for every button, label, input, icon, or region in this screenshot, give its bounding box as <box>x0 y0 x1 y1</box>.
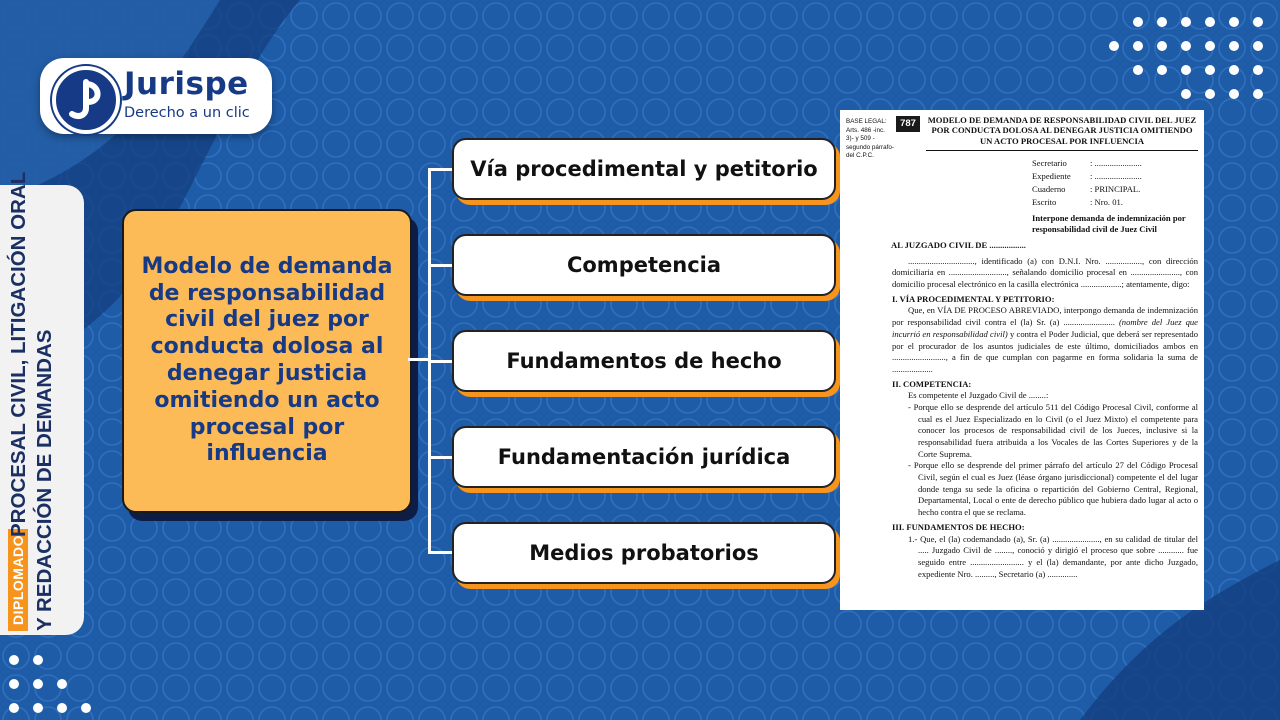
doc-section1-c: y contra el Poder Judicial, que deberá ser representado por el procurador de los asuntos judiciales de este último, domiciliados ambos en ........................., a fin de que cumplan con pagarme en forma solidaria la suma de ................... <box>892 328 1198 374</box>
doc-title-rule <box>926 150 1198 151</box>
item-label: Medios probatorios <box>529 541 759 565</box>
side-title-line2: Y REDACCIÓN DE DEMANDAS <box>33 329 56 631</box>
connector-branch-5 <box>428 551 452 554</box>
side-title-text <box>0 171 84 635</box>
connector-branch-2 <box>428 264 452 267</box>
doc-addressee: AL JUZGADO CIVIL DE ................. <box>891 240 1026 250</box>
doc-field-value: : ...................... <box>1090 158 1142 168</box>
doc-section1-b: (nombre del Juez que incurrió en responsabilidad civil) <box>892 317 1198 339</box>
doc-field-value: : PRINCIPAL. <box>1090 183 1141 194</box>
doc-field-row <box>1032 183 1142 196</box>
logo-tagline: Derecho a un clic <box>124 105 250 121</box>
item-label: Vía procedimental y petitorio <box>470 157 818 181</box>
item-medios-probatorios[interactable] <box>452 522 836 584</box>
doc-field-value: : Nro. 01. <box>1090 196 1123 207</box>
main-title: Modelo de demanda de responsabilidad civil del juez por conducta dolosa al denegar justicia omitiendo un acto procesal por influencia <box>141 253 393 467</box>
jurispe-logo-icon <box>52 66 120 134</box>
doc-field-row <box>1032 196 1142 209</box>
doc-intro: ..............................., identificado (a) con D.N.I. Nro. ................., con dirección domiciliaria en ..........................., señalando domicilio procesal en ......................., con domicilio procesal electrónico en la casilla electrónica ...................; atentamente, digo: <box>892 255 1198 290</box>
document-preview <box>840 110 1204 610</box>
doc-field-row <box>1032 157 1142 170</box>
doc-section2-heading: II. COMPETENCIA: <box>892 378 972 389</box>
doc-section1-text <box>892 305 1198 375</box>
doc-field-key: Cuaderno <box>1032 183 1066 194</box>
doc-section2-intro: Es competente el Juzgado Civil de ........: <box>908 390 1049 401</box>
item-competencia[interactable] <box>452 234 836 296</box>
main-title-box <box>122 209 412 513</box>
item-fundamentacion-juridica[interactable] <box>452 426 836 488</box>
item-label: Fundamentación jurídica <box>497 445 791 469</box>
doc-field-key: Escrito <box>1032 196 1057 207</box>
side-title-badge: DIPLOMADO <box>8 529 28 631</box>
doc-field-value: : ...................... <box>1090 170 1142 181</box>
doc-section3-heading: III. FUNDAMENTOS DE HECHO: <box>892 521 1025 532</box>
doc-section3-point1: 1.- Que, el (la) codemandado (a), Sr. (a) ......................, en su calidad de titular del ..... Juzgado Civil de ........, conoció y dirigió el proceso que sobre ............ fue seguido entre ......................... y el (la) demandante, por ante dicho Juzgado, expediente Nro. ........., Secretario (a) .............. <box>908 533 1198 579</box>
doc-section1-heading: I. VÍA PROCEDIMENTAL Y PETITORIO: <box>892 293 1055 304</box>
doc-field-key: Expediente <box>1032 170 1071 181</box>
side-title-line1: PROCESAL CIVIL, LITIGACIÓN ORAL <box>7 171 30 537</box>
side-title-panel <box>0 171 84 635</box>
doc-field-key: Secretario <box>1032 158 1067 168</box>
item-label: Fundamentos de hecho <box>506 349 782 373</box>
doc-interpone: Interpone demanda de indemnización por responsabilidad civil de Juez Civil <box>1032 213 1186 235</box>
doc-number: 787 <box>896 116 920 132</box>
doc-title: MODELO DE DEMANDA DE RESPONSABILIDAD CIVIL DEL JUEZ POR CONDUCTA DOLOSA AL DENEGAR JUSTICIA OMITIENDO UN ACTO PROCESAL POR INFLUENCIA <box>927 115 1197 146</box>
connector-branch-3 <box>428 360 452 363</box>
doc-body <box>892 240 1198 580</box>
doc-base-legal: BASE LEGAL: Arts. 486 -inc. 3)- y 509 -segundo párrafo- del C.P.C. <box>846 118 894 159</box>
doc-section1-a: Que, en VÍA DE PROCESO ABREVIADO, interpongo demanda de indemnización por responsabilidad civil contra el (la) Sr. (a) ........................ <box>892 305 1198 328</box>
doc-fields <box>1032 157 1142 209</box>
connector-branch-1 <box>428 168 452 171</box>
doc-section2-point1: - Porque ello se desprende del artículo 511 del Código Procesal Civil, conforme al cual es el Juez Especializado en lo Civil (o el Juez Mixto) el competente para conocer los procesos de responsabilidad civil de los Jueces, inclusive si la responsabilidad fuera atribuida a los Vocales de las Cortes Superiores y de la Corte Suprema. <box>908 401 1198 459</box>
item-label: Competencia <box>566 253 722 277</box>
doc-field-row <box>1032 170 1142 183</box>
jurispe-logo[interactable] <box>40 58 272 134</box>
logo-name: Jurispe <box>124 66 249 102</box>
doc-section2-point2: - Porque ello se desprende del primer párrafo del artículo 27 del Código Procesal Civil, según el cual es Juez (léase órgano jurisdiccional) competente el del lugar donde tenga su sede la oficina o repartición del Gobierno Central, Regional, Departamental, Local o ente de derecho público que hubiera dado lugar al acto o hecho contra el que se reclama. <box>908 460 1198 518</box>
item-fundamentos-hecho[interactable] <box>452 330 836 392</box>
connector-stem <box>408 358 430 361</box>
connector-branch-4 <box>428 456 452 459</box>
item-via-procedimental[interactable] <box>452 138 836 200</box>
